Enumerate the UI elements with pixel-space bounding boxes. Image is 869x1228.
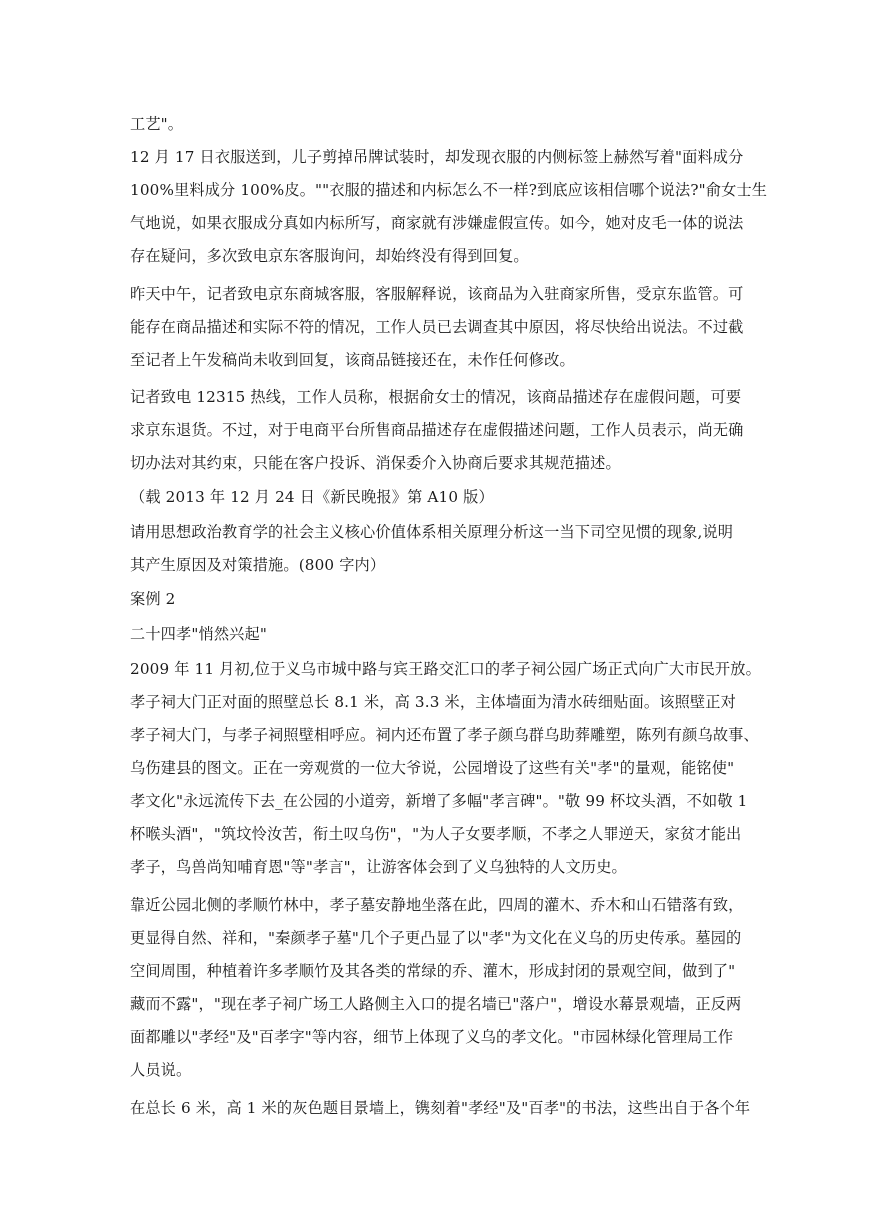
text-line: 孝子祠大门，与孝子祠照壁相呼应。祠内还布置了孝子颜乌群乌助葬雕塑，陈列有颜乌故事、: [130, 726, 759, 744]
text-line: 存在疑问，多次致电京东客服询问，却始终没有得到回复。: [130, 247, 529, 265]
text-line: 昨天中午，记者致电京东商城客服，客服解释说，该商品为入驻商家所售，受京东监管。可: [130, 285, 744, 303]
text-line: 工艺"。: [130, 115, 184, 133]
question-line: 其产生原因及对策措施。(800 字内）: [130, 556, 386, 574]
text-line: 记者致电 12315 热线，工作人员称，根据俞女士的情况，该商品描述存在虚假问题，可要: [130, 388, 742, 406]
text-line: 求京东退货。不过，对于电商平台所售商品描述存在虚假描述问题，工作人员表示，尚无确: [130, 421, 744, 439]
text-line: 在总长 6 米，高 1 米的灰色题目景墙上，镌刻着"孝经"及"百孝"的书法，这些出自于各个年: [130, 1099, 751, 1117]
text-line: 面都雕以"孝经"及"百孝字"等内容，细节上体现了义乌的孝文化。"市园林绿化管理局工作: [130, 1028, 734, 1046]
text-line: 杯喉头酒"，"筑坟怜汝苦，衔土叹乌伤"，"为人子女要孝顺，不孝之人罪逆天，家贫才能出: [130, 825, 742, 843]
text-line: 藏而不露"，"现在孝子祠广场工人路侧主入口的提名墙已"落户"，增设水幕景观墙，正反两: [130, 995, 742, 1013]
text-line: 2009 年 11 月初,位于义乌市城中路与宾王路交汇口的孝子祠公园广场正式向广大市民开放。: [130, 660, 761, 678]
text-line: 100%里料成分 100%皮。""衣服的描述和内标怎么不一样?到底应该相信哪个说法?"俞女士生: [130, 181, 768, 199]
text-line: 空间周围，种植着许多孝顺竹及其各类的常绿的乔、灌木，形成封闭的景观空间，做到了": [130, 962, 736, 980]
text-line: 靠近公园北侧的孝顺竹林中，孝子墓安静地坐落在此，四周的灌木、乔木和山石错落有致，: [130, 896, 744, 914]
text-line: 人员说。: [130, 1061, 192, 1079]
text-line: 乌伤建县的图文。正在一旁观赏的一位大爷说，公园增设了这些有关"孝"的量观，能铭使": [130, 759, 735, 777]
text-line: 孝文化"永远流传下去_在公园的小道旁，新增了多幅"孝言碑"。"敬 99 杯坟头酒，不如敬 1: [130, 792, 748, 810]
source-citation: （载 2013 年 12 月 24 日《新民晚报》第 A10 版）: [130, 488, 494, 506]
text-line: 至记者上午发稿尚未收到回复，该商品链接还在，未作任何修改。: [130, 351, 575, 369]
text-line: 孝子，鸟兽尚知哺育恩"等"孝言"，让游客体会到了义乌独特的人文历史。: [130, 858, 627, 876]
text-line: 孝子祠大门正对面的照壁总长 8.1 米，高 3.3 米，主体墙面为清水砖细贴面。该照壁正对: [130, 693, 736, 711]
text-line: 更显得自然、祥和，"秦颜孝子墓"几个子更凸显了以"孝"为文化在义乌的历史传承。墓园的: [130, 929, 742, 947]
text-line: 能存在商品描述和实际不符的情况，工作人员已去调查其中原因，将尽快给出说法。不过截: [130, 318, 744, 336]
text-line: 切办法对其约束，只能在客户投诉、消保委介入协商后要求其规范描述。: [130, 454, 621, 472]
case-heading: 案例 2: [130, 590, 176, 608]
text-line: 气地说，如果衣服成分真如内标所写，商家就有涉嫌虚假宣传。如今，她对皮毛一体的说法: [130, 214, 744, 232]
text-line: 12 月 17 日衣服送到，儿子剪掉吊牌试装时，却发现衣服的内侧标签上赫然写着"面料成分: [130, 148, 744, 166]
case-title: 二十四孝"悄然兴起": [130, 625, 267, 643]
question-line: 请用思想政治教育学的社会主义核心价值体系相关原理分析这一当下司空见惯的现象,说明: [130, 523, 734, 541]
